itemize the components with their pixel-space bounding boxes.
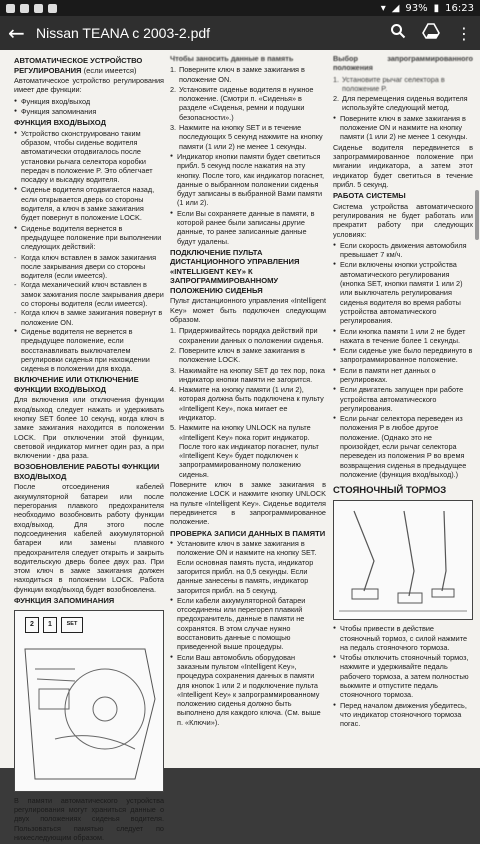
list-item: ● Функция вход/выход: [14, 97, 164, 106]
search-icon[interactable]: [390, 23, 406, 43]
pedal-drawing: [334, 501, 472, 619]
section-heading: ФУНКЦИЯ ЗАПОМИНАНИЯ: [14, 596, 115, 606]
section-heading: РАБОТА СИСТЕМЫ: [333, 191, 406, 201]
list-item: ● Сиденье водителя отодвигается назад, если открывается дверь со стороны водителя, а ключ в замке зажигания будет повернут в положение LOCK.: [14, 185, 164, 222]
list-item: ● Сиденье водителя не вернется в предыдущее положение, если восстанавливать выключателем регулировки сиденья при нахождении сиденья в положении для входа.: [14, 327, 164, 373]
paragraph: Сиденье водителя передвинется в запрограммированное положение при мигании индикатора, а затем этот индикатор будет светиться в течение прибл. 5 секунд.: [333, 142, 473, 189]
notification-icon: [34, 4, 43, 13]
column-left: [14, 54, 164, 844]
paragraph: Автоматическое устройство регулирования имеет две функции:: [14, 76, 164, 95]
column-middle: [170, 54, 326, 728]
notification-icon: [6, 4, 15, 13]
section-heading: ВОЗОБНОВЛЕНИЕ РАБОТЫ ФУНКЦИИ ВХОД/ВЫХОД: [14, 462, 160, 481]
list-item: ● Если кабели аккумуляторной батареи отсоединены или перегорел плавкий предохранитель, данные в памяти не сохранятся. В этом случае нужно восстановить данные с помощью приведенной выше процедуры.: [170, 596, 326, 652]
back-arrow-icon[interactable]: ←: [8, 21, 25, 45]
paragraph: Для включения или отключения функции вход/выход следует нажать и удерживать кнопку SET более 10 секунд, когда ключ в замке зажигания находится в положении LOCK. При отключении этой функции, световой индикатор мигнет один раз, а при включении - два раза.: [14, 395, 164, 461]
wifi-icon: ▾: [380, 2, 386, 14]
paragraph: Система устройства автоматического регулирования не будет работать или прекратит работу при следующих условиях:: [333, 201, 473, 239]
parking-brake-figure: [333, 500, 473, 620]
list-item: 3. Нажимайте на кнопку SET до тех пор, пока индикатор кнопки памяти не загорится.: [170, 365, 325, 384]
column-right: [333, 54, 473, 730]
notification-icon: [20, 4, 29, 13]
list-item: ● Если включены кнопки устройства автоматического регулирования (кнопка SET, кнопки памяти 1 или 2) или выключатель регулирования сиденья водителя во время работы устройства автоматического регулирования.: [333, 260, 473, 325]
list-item: 2. Для перемещения сиденья водителя используйте следующий метод.: [333, 94, 468, 113]
paragraph: После отсоединения кабелей аккумуляторной батареи или после перегорания плавкого предохранителя необходимо возобновить работу функции вход/выход. Для этого после подсоединения кабелей аккумуляторной батареи или замены плавкого предохранителя следует открыть и закрыть водительскую дверь более двух раз. При этом ключ в замке зажигания должен находиться в положении LOCK. Работа функции вход/выход будет возобновлена.: [14, 482, 164, 594]
list-item: 1. Установите рычаг селектора в положение P.: [333, 74, 445, 93]
scrollbar-thumb[interactable]: [475, 190, 479, 240]
list-item: 2. Установите сиденье водителя в нужное положение. (Смотри п. «Сиденья» в разделе «Сиденья, ремни и подушки безопасности».): [170, 84, 314, 122]
list-item: ● Если сиденье уже было передвинуто в запрограммированное положение.: [333, 346, 473, 365]
memory-button-2: 2: [25, 617, 39, 633]
list-item: - Когда ключ в замке зажигания повернут в положение ON.: [14, 308, 164, 327]
list-item: 5. Нажмите на кнопку UNLOCK на пульте «Intelligent Key» пока горит индикатор. После того как индикатор погаснет, пульт «Intelligent Key» будет подключен к запрограммированному положению сиденья.: [170, 423, 319, 479]
list-item: 1. Поверните ключ в замке зажигания в положение ON.: [170, 65, 305, 84]
more-options-icon[interactable]: ⋮: [456, 23, 472, 43]
section-heading: ВКЛЮЧЕНИЕ ИЛИ ОТКЛЮЧЕНИЕ ФУНКЦИИ ВХОД/ВЫХОД: [14, 375, 139, 394]
list-item: - Когда механический ключ вставлен в замок зажигания после закрывания двери со стороны водителя (если имеется).: [14, 280, 164, 308]
list-item: ● Функция запоминания: [14, 107, 164, 116]
list-item: ● Индикатор кнопки памяти будет светиться прибл. 5 секунд после нажатия на эту кнопку. После того, как индикатор погаснет, данные о выбранном положении сиденья будут записаны в выбранной Вами памяти (1 или 2).: [170, 152, 326, 208]
paragraph: Поверните ключ в замке зажигания в положение LOCK и нажмите кнопку UNLOCK на пульте «Intelligent Key». Сиденье водителя передвинется в запрограммированное положение.: [170, 480, 326, 527]
paragraph: В памяти автоматического устройства регулирования могут храниться данные о двух положениях сиденья водителя. Пользоваться памятью следует по нижеследующим образом.: [14, 795, 164, 843]
list-item: ● Установите ключ в замке зажигания в положение ON и нажмите на кнопку SET. Если основная память пуста, индикатор загорится прибл. на 0,5 секунды. Если данные занесены в память, индикатор загорится прибл. на 5 секунд.: [170, 539, 326, 595]
set-button: SET: [61, 617, 83, 633]
status-bar: [0, 0, 480, 16]
list-item: ● Если Ваш автомобиль оборудован заказным пультом «Intelligent Key», процедура сохранения данных в памяти для кнопок 1 или 2 и подключение пульта «Intelligent Key» к запрограммированному положению сиденья должно быть выполнено для каждого ключа. (См. выше п. «Ключи»).: [170, 653, 326, 727]
door-panel-drawing: [15, 639, 163, 789]
paragraph: Выбор запрограммированного положения: [333, 54, 473, 73]
pdf-page: [0, 50, 480, 843]
list-item: - Когда ключ вставлен в замок зажигания после закрывания двери со стороны водителя (если имеется).: [14, 253, 164, 281]
list-item: ● Если рычаг селектора переведен из положения P в любое другое положение. (Однако это не произойдет, если рычаг селектора переведен из положения P во время возвращения сиденья в предыдущее положение (функция вход/выход).): [333, 414, 473, 479]
battery-icon: ▮: [433, 2, 440, 14]
list-item: 3. Нажмите на кнопку SET и в течение последующих 5 секунд нажмите на кнопку памяти (1 или 2) не менее 1 секунды.: [170, 123, 323, 151]
memory-button-1: 1: [43, 617, 57, 633]
paragraph: Пульт дистанционного управления «Intelligent Key» может быть подключен следующим образом.: [170, 296, 326, 325]
section-heading: СТОЯНОЧНЫЙ ТОРМОЗ: [333, 485, 447, 497]
document-title: Nissan TEANA с 2003-2.pdf: [36, 25, 211, 41]
section-heading: АВТОМАТИЧЕСКОЕ УСТРОЙСТВО РЕГУЛИРОВАНИЯ (если имеется): [14, 56, 143, 75]
list-item: 1. Придерживайтесь порядка действий при сохранении данных о положении сиденья.: [170, 326, 324, 345]
memory-buttons-figure: [14, 610, 164, 792]
list-item: ● Устройство сконструировано таким образом, чтобы сиденье водителя автоматически отодвигалось после установки рычага селектора коробки передач в положение P. Это облегчает посадку и высадку водителя.: [14, 129, 164, 185]
drive-icon[interactable]: [422, 23, 440, 43]
section-heading: ПОДКЛЮЧЕНИЕ ПУЛЬТА ДИСТАНЦИОННОГО УПРАВЛЕНИЯ «INTELLIGENT KEY» К ЗАПРОГРАММИРОВАННОМУ ПОЛОЖЕНИЮ СИДЕНЬЯ: [170, 247, 300, 295]
list-item: ● Если кнопка памяти 1 или 2 не будет нажата в течение более 1 секунды.: [333, 327, 473, 346]
list-item: ● Поверните ключ в замке зажигания в положение ON и нажмите на кнопку памяти (1 или 2) не менее 1 секунды.: [333, 114, 473, 142]
list-item: ● Чтобы отключить стояночный тормоз, нажмите и удерживайте педаль рабочего тормоза, а затем полностью выжмите и отпустите педаль стояночного тормоза.: [333, 653, 473, 699]
list-item: ● Если скорость движения автомобиля превышает 7 км/ч.: [333, 241, 473, 260]
list-item: ● Перед началом движения убедитесь, что индикатор стояночного тормоза погас.: [333, 701, 473, 729]
signal-icon: ◢: [391, 2, 400, 14]
notification-icon: [48, 4, 57, 13]
battery-level: 93%: [405, 2, 428, 14]
list-item: ● Если в памяти нет данных о регулировках.: [333, 366, 473, 385]
list-item: 2. Поверните ключ в замке зажигания в положение LOCK.: [170, 345, 305, 365]
list-item: ● Сиденье водителя вернется в предыдущее положение при выполнении следующих действий:: [14, 224, 164, 252]
list-item: ● Если двигатель запущен при работе устройства автоматического регулирования.: [333, 385, 473, 413]
list-item: ● Чтобы привести в действие стояночный тормоз, с силой нажмите на педаль стояночного тормоза.: [333, 624, 473, 652]
app-bar: [0, 16, 480, 50]
list-item: 4. Нажмите на кнопку памяти (1 или 2), которая должна быть подключена к пульту «Intelligent Key», пока мигает ее индикатор.: [170, 385, 324, 422]
list-item: ● Если Вы сохраняете данные в памяти, в которой ранее были записаны другие данные, то ранее записанные данные будут удалены.: [170, 209, 326, 246]
section-heading: ФУНКЦИЯ ВХОД/ВЫХОД: [14, 118, 106, 128]
clock: 16:23: [445, 2, 474, 14]
section-heading: ПРОВЕРКА ЗАПИСИ ДАННЫХ В ПАМЯТИ: [170, 528, 326, 538]
paragraph: Чтобы заносить данные в память: [170, 54, 294, 63]
